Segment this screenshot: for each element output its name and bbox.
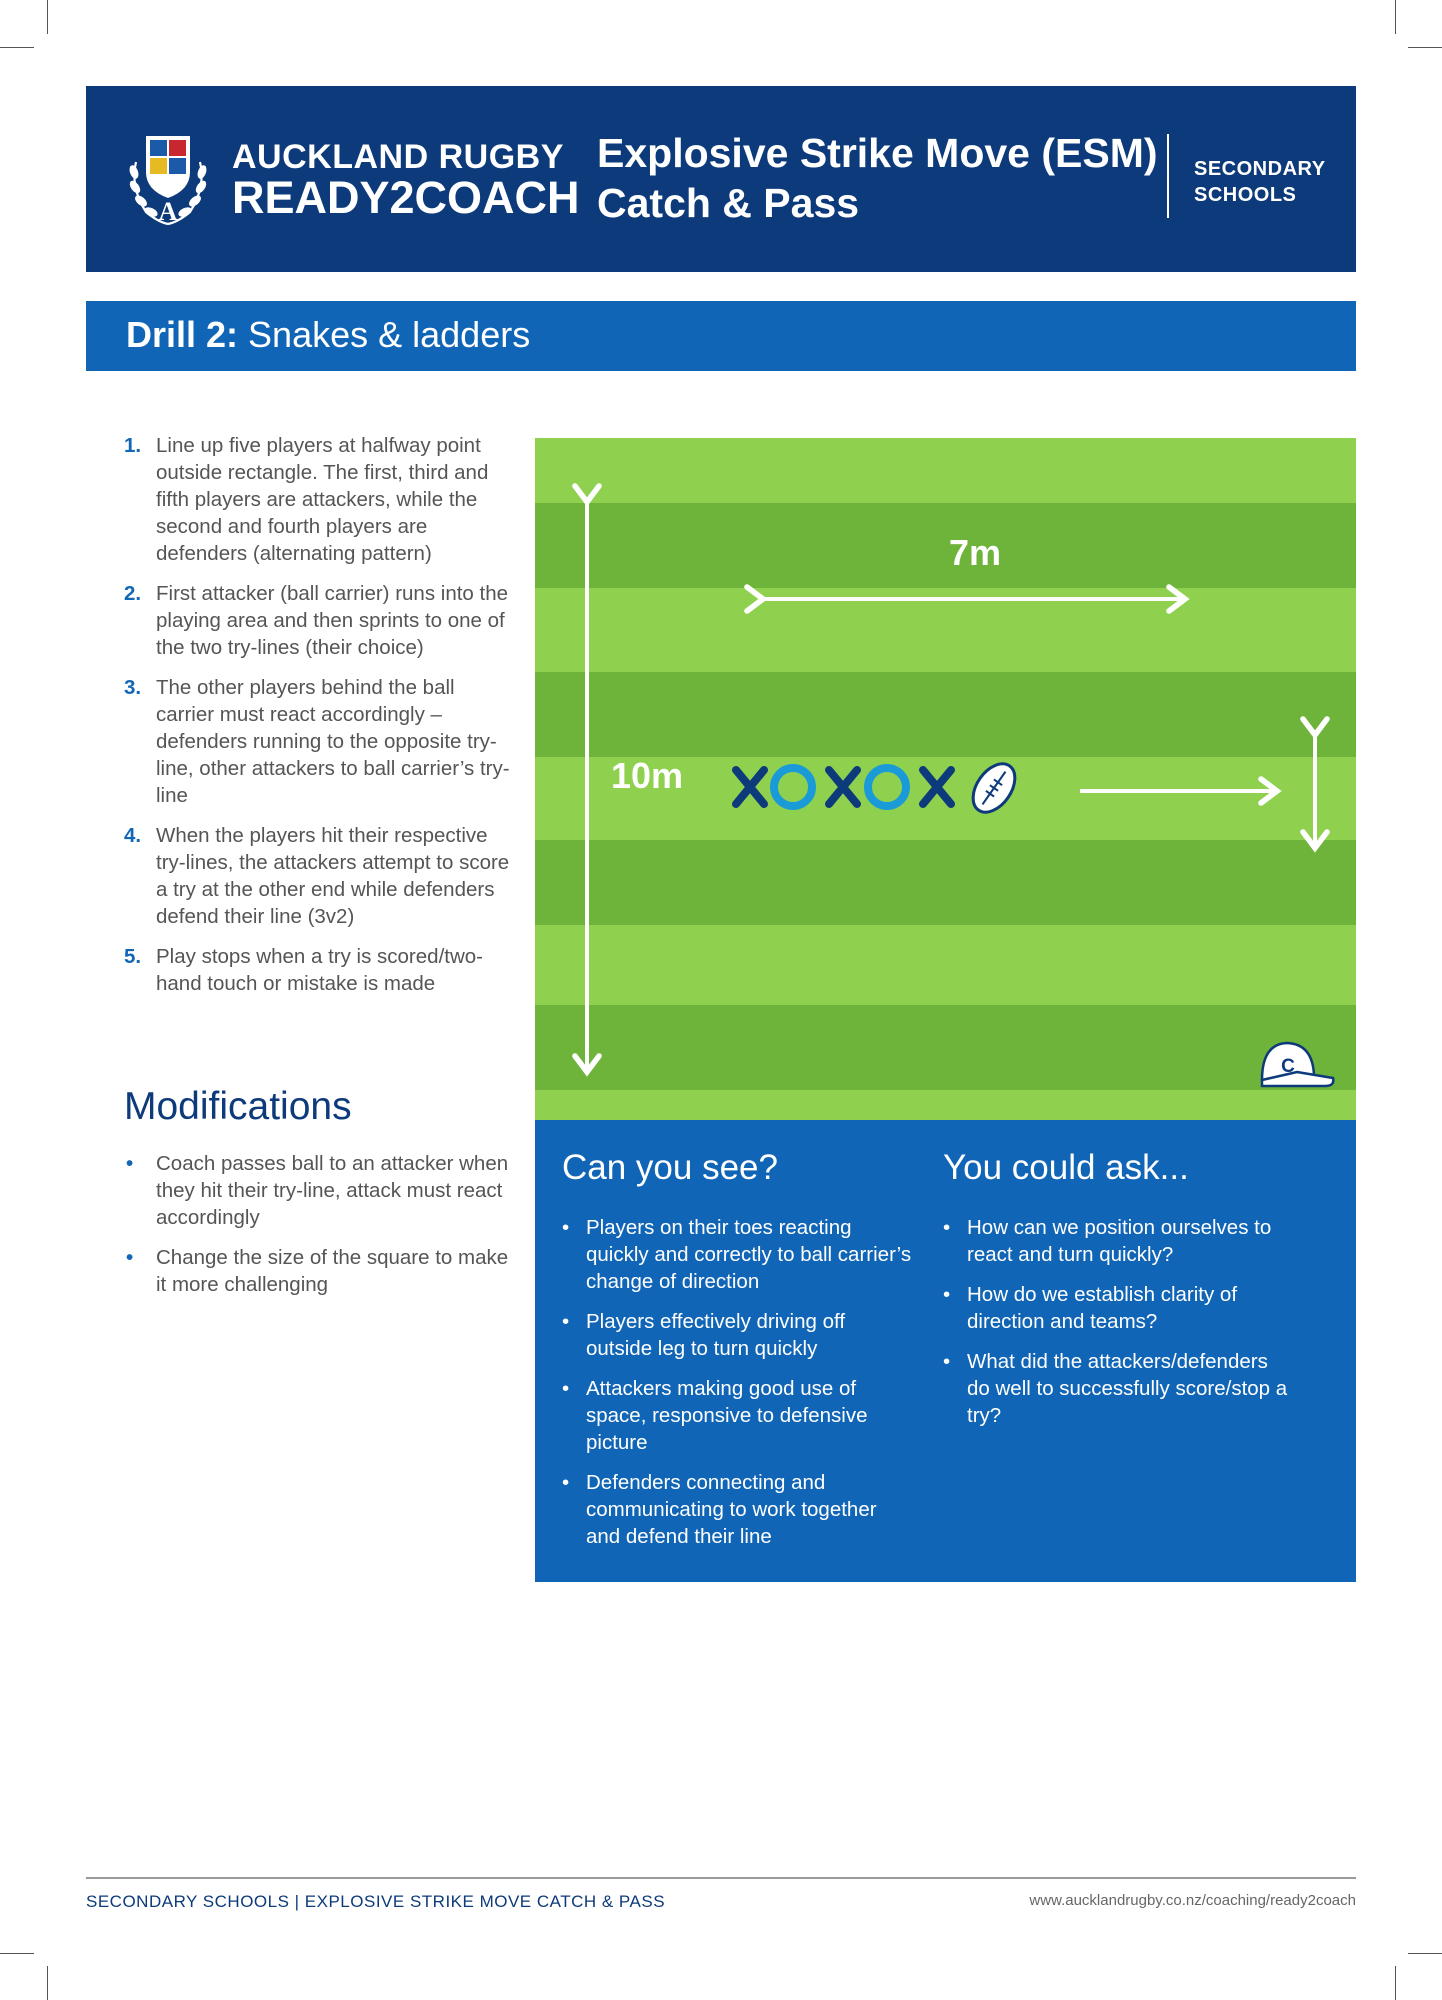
- bullet: •: [126, 1246, 134, 1269]
- crop-mark: [47, 0, 48, 34]
- crop-mark: [1408, 1953, 1442, 1954]
- question-text: How can we position ourselves to react and turn quickly?: [967, 1216, 1272, 1266]
- you-could-ask-list: [943, 1214, 1293, 1442]
- step-number: 5.: [124, 945, 142, 968]
- list-item: [124, 1150, 514, 1231]
- point-text: Players effectively driving off outside leg to turn quickly: [586, 1310, 846, 1360]
- list-item: [124, 943, 514, 997]
- length-label: 10m: [611, 755, 684, 796]
- crop-mark: [47, 1966, 48, 2000]
- crop-mark: [0, 47, 34, 48]
- bullet: •: [562, 1216, 570, 1239]
- bullet: •: [562, 1310, 570, 1333]
- brand-name: AUCKLAND RUGBY: [232, 138, 564, 176]
- instructions-list: [124, 432, 514, 1010]
- list-item: [943, 1281, 1293, 1335]
- bullet: •: [562, 1471, 570, 1494]
- list-item: [124, 432, 514, 567]
- list-item: [124, 822, 514, 930]
- bullet: •: [943, 1350, 951, 1373]
- point-text: Attackers making good use of space, responsive to defensive picture: [586, 1377, 868, 1454]
- can-you-see-heading: Can you see?: [562, 1148, 778, 1187]
- step-text: First attacker (ball carrier) runs into the playing area and then sprints to one of the two try-lines (their choice): [156, 582, 509, 659]
- step-number: 3.: [124, 676, 142, 699]
- list-item: [562, 1469, 912, 1550]
- modifications-list: [124, 1150, 514, 1311]
- list-item: [124, 674, 514, 809]
- question-text: What did the attackers/defenders do well to successfully score/stop a try?: [967, 1350, 1288, 1427]
- list-item: [562, 1308, 912, 1362]
- question-text: How do we establish clarity of direction and teams?: [967, 1283, 1238, 1333]
- step-text: Play stops when a try is scored/two-hand touch or mistake is made: [156, 945, 483, 995]
- drill-title: [126, 314, 530, 356]
- can-you-see-list: [562, 1214, 912, 1563]
- auckland-rugby-crest-logo: [126, 132, 210, 226]
- page-subtitle: Catch & Pass: [597, 180, 860, 226]
- grass-stripe: [535, 1005, 1356, 1090]
- crop-mark: [0, 1953, 34, 1954]
- drill-number: Drill 2:: [126, 314, 239, 355]
- list-item: [562, 1214, 912, 1295]
- grass-stripe: [535, 840, 1356, 925]
- svg-text:A: A: [158, 197, 178, 226]
- step-number: 1.: [124, 434, 142, 457]
- step-text: Line up five players at halfway point outside rectangle. The first, third and fifth players are attackers, while the second and fourth players are defenders (alternating pattern): [156, 434, 489, 565]
- crop-mark: [1395, 1966, 1396, 2000]
- brand-subname: READY2COACH: [232, 172, 580, 223]
- list-item: [124, 580, 514, 661]
- drill-title-bar: [86, 301, 1356, 371]
- page-title: Explosive Strike Move (ESM): [597, 130, 1158, 176]
- list-item: [943, 1214, 1293, 1268]
- footer-divider: [86, 1877, 1356, 1879]
- footer-url-link[interactable]: www.aucklandrugby.co.nz/coaching/ready2coach: [1029, 1892, 1356, 1909]
- width-label: 7m: [948, 532, 1002, 573]
- modification-text: Coach passes ball to an attacker when they hit their try-line, attack must react accordingly: [156, 1152, 509, 1229]
- grass-stripe: [535, 503, 1356, 588]
- drill-name: Snakes & ladders: [248, 314, 531, 355]
- step-text: When the players hit their respective try-lines, the attackers attempt to score a try at the other end while defenders defend their line (3v2): [156, 824, 510, 928]
- list-item: [562, 1375, 912, 1456]
- drill-field-diagram: [535, 438, 1356, 1120]
- crop-mark: [1395, 0, 1396, 34]
- step-text: The other players behind the ball carrier must react accordingly – defenders running to the opposite try-line, other attackers to ball carrier’s try-line: [156, 676, 510, 807]
- section-label-line2: SCHOOLS: [1194, 184, 1297, 206]
- grass-stripe: [535, 672, 1356, 757]
- point-text: Players on their toes reacting quickly and correctly to ball carrier’s change of direction: [586, 1216, 912, 1293]
- bullet: •: [562, 1377, 570, 1400]
- step-number: 2.: [124, 582, 142, 605]
- step-number: 4.: [124, 824, 142, 847]
- header-divider: [1167, 134, 1169, 218]
- coaching-points-panel: [535, 1120, 1356, 1582]
- modification-text: Change the size of the square to make it more challenging: [156, 1246, 509, 1296]
- footer-title: SECONDARY SCHOOLS | EXPLOSIVE STRIKE MOVE CATCH & PASS: [86, 1892, 666, 1911]
- list-item: [943, 1348, 1293, 1429]
- bullet: •: [943, 1283, 951, 1306]
- section-label-line1: SECONDARY: [1194, 158, 1326, 180]
- bullet: •: [943, 1216, 951, 1239]
- coach-letter: C: [1281, 1056, 1295, 1077]
- list-item: [124, 1244, 514, 1298]
- you-could-ask-heading: You could ask...: [943, 1148, 1189, 1187]
- page-header: [86, 86, 1356, 272]
- crop-mark: [1408, 47, 1442, 48]
- bullet: •: [126, 1152, 134, 1175]
- section-label: [1194, 156, 1326, 208]
- modifications-heading: Modifications: [124, 1085, 352, 1128]
- point-text: Defenders connecting and communicating to work together and defend their line: [586, 1471, 877, 1548]
